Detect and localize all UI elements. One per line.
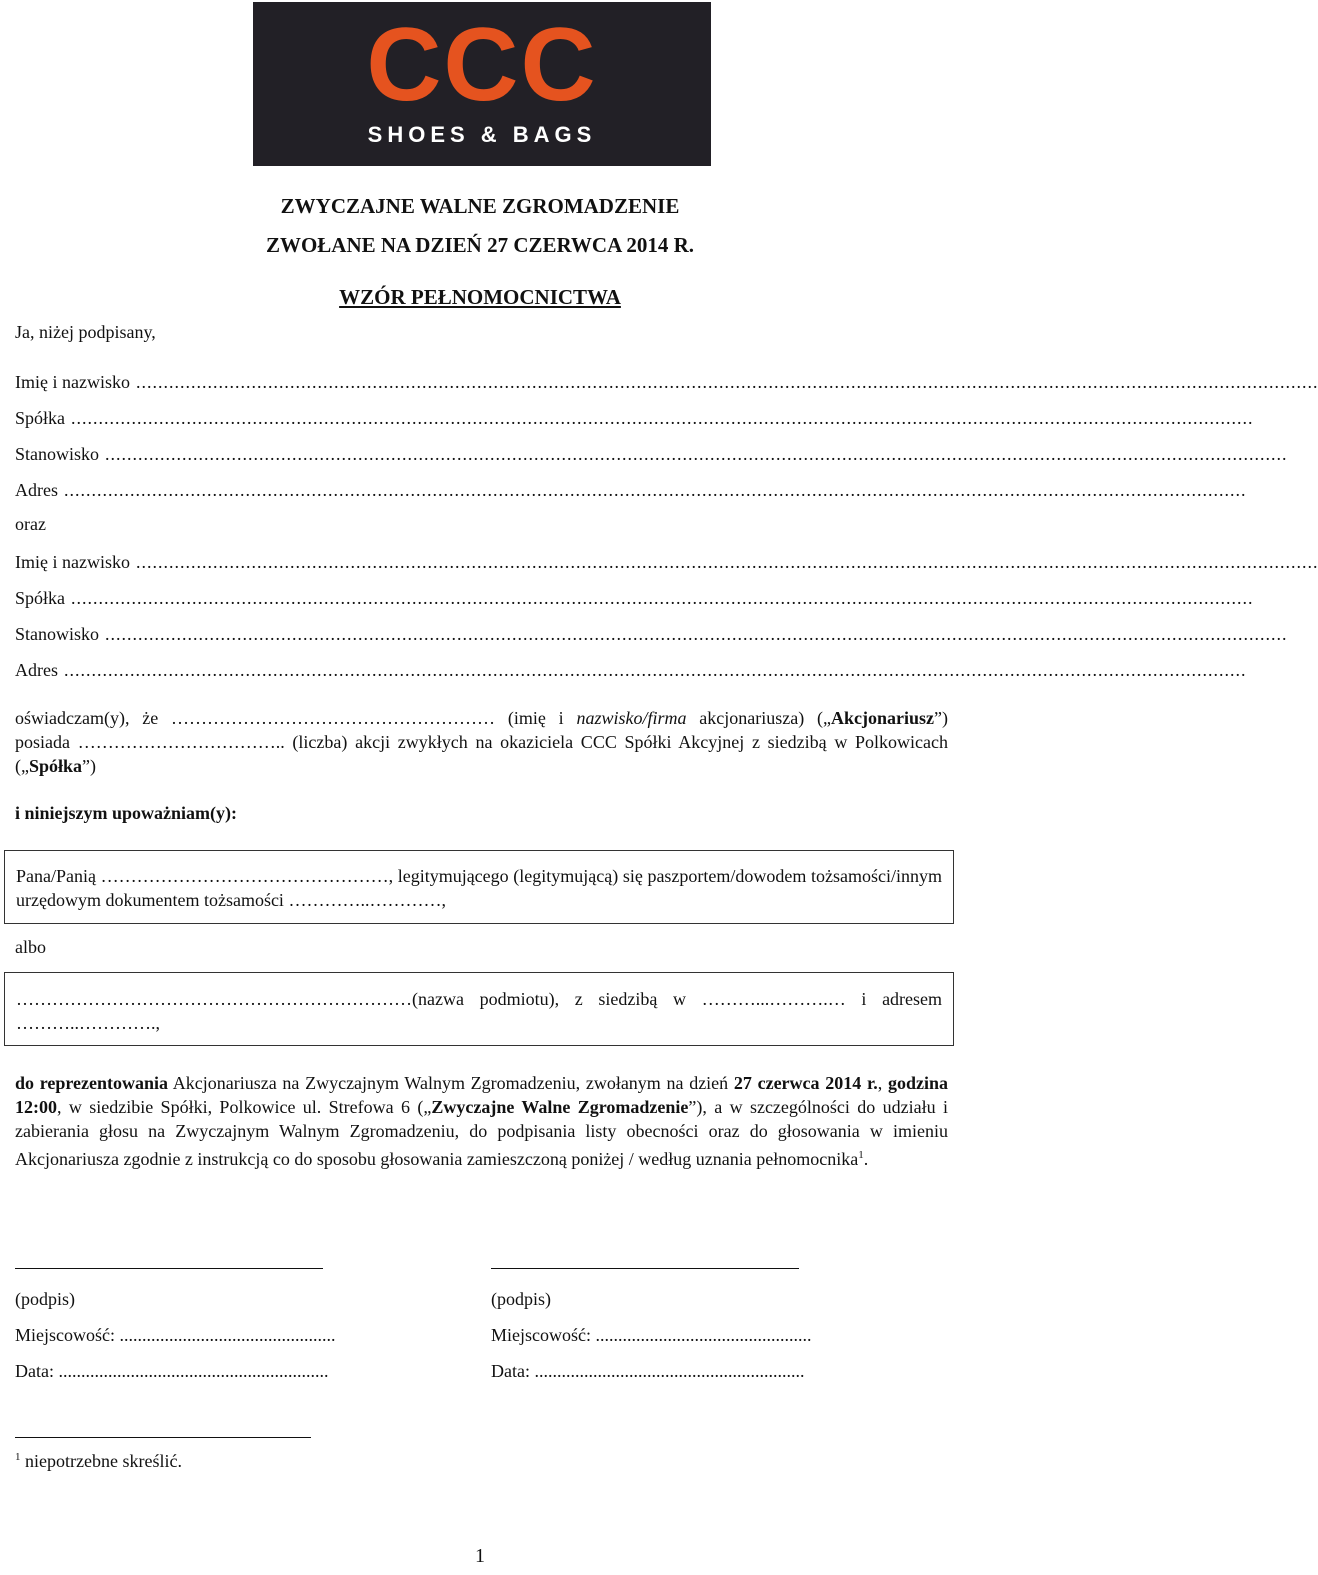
field-company-2[interactable]: Spółka ....................................................................................................................................................................................................................... [15,588,1254,608]
meeting-title: ZWYCZAJNE WALNE ZGROMADZENIE [280,194,680,218]
field-company-1[interactable]: Spółka ....................................................................................................................................................................................................................... [15,408,1254,428]
authorize-heading: i niniejszym upoważniam(y): [15,803,237,823]
logo-tagline: SHOES & BAGS [367,122,597,147]
footnote-separator [15,1437,311,1438]
date-field-left[interactable]: Data: ............................................................ [15,1361,329,1381]
albo-text: albo [15,937,46,957]
field-name-2[interactable]: Imię i nazwisko ....................................................................................................................................................................................................................... [15,552,1318,572]
signature-label-right: (podpis) [491,1289,551,1309]
form-title: WZÓR PEŁNOMOCNICTWA [339,285,621,309]
field-address-2[interactable]: Adres ....................................................................................................................................................................................................................... [15,660,1247,680]
footnote: $^1$ niepotrzebne skreślić. [15,1451,182,1471]
declaration-paragraph: oświadczam(y), że ……………………………………………… (imię i nazwisko/firma akcjonariusza) („Akcjonariusz”) posiada …………………………….. (liczba) akcji zwykłych na okaziciela CCC Spółki Akcyjnej z siedzibą w Polkowicach („Spółka”) [15,708,949,776]
field-position-2[interactable]: Stanowisko ....................................................................................................................................................................................................................... [15,624,1288,644]
intro-text: Ja, niżej podpisany, [15,322,156,342]
place-field-left[interactable]: Miejscowość: ................................................ [15,1325,336,1345]
proxy-entity-box[interactable] [4,972,954,1046]
proxy-person-text: Pana/Panią …………………………………………, legitymującego (legitymującą) się paszportem/dowodem tożsamości/innym urzędowym dokumentem tożsamości …………..…………, [16,866,942,910]
representation-paragraph: do reprezentowania Akcjonariusza na Zwyczajnym Walnym Zgromadzeniu, zwołanym na dzień 27 czerwca 2014 r., godzina 12:00, w siedzibie Spółki, Polkowice ul. Strefowa 6 („Zwyczajne Walne Zgromadzenie”), a w szczególności do udziału i zabierania głosu na Zwyczajnym Walnym Zgromadzeniu, do podpisania listy obecności oraz do głosowania w imieniu Akcjonariusza zgodnie z instrukcją co do sposobu głosowania zamieszczoną poniżej / według uznania pełnomocnika$^1$. [15,1073,948,1169]
field-address-1[interactable]: Adres ....................................................................................................................................................................................................................... [15,480,1247,500]
field-name-1[interactable]: Imię i nazwisko ....................................................................................................................................................................................................................... [15,372,1318,392]
signature-line-left [15,1268,323,1269]
oraz-text: oraz [15,514,46,534]
date-field-right[interactable]: Data: ............................................................ [491,1361,805,1381]
field-position-1[interactable]: Stanowisko ....................................................................................................................................................................................................................... [15,444,1288,464]
logo-brand: CCC [366,7,598,123]
page-number: 1 [475,1545,485,1567]
signature-line-right [491,1268,799,1269]
proxy-person-box[interactable] [4,850,954,924]
place-field-right[interactable]: Miejscowość: ................................................ [491,1325,812,1345]
proxy-entity-text: …………………………………………………………(nazwa podmiotu), z siedzibą w ………...……….… i adresem ………..…………., [16,989,943,1033]
meeting-date-title: ZWOŁANE NA DZIEŃ 27 CZERWCA 2014 R. [265,233,695,257]
company-logo [253,2,711,166]
signature-label-left: (podpis) [15,1289,75,1309]
